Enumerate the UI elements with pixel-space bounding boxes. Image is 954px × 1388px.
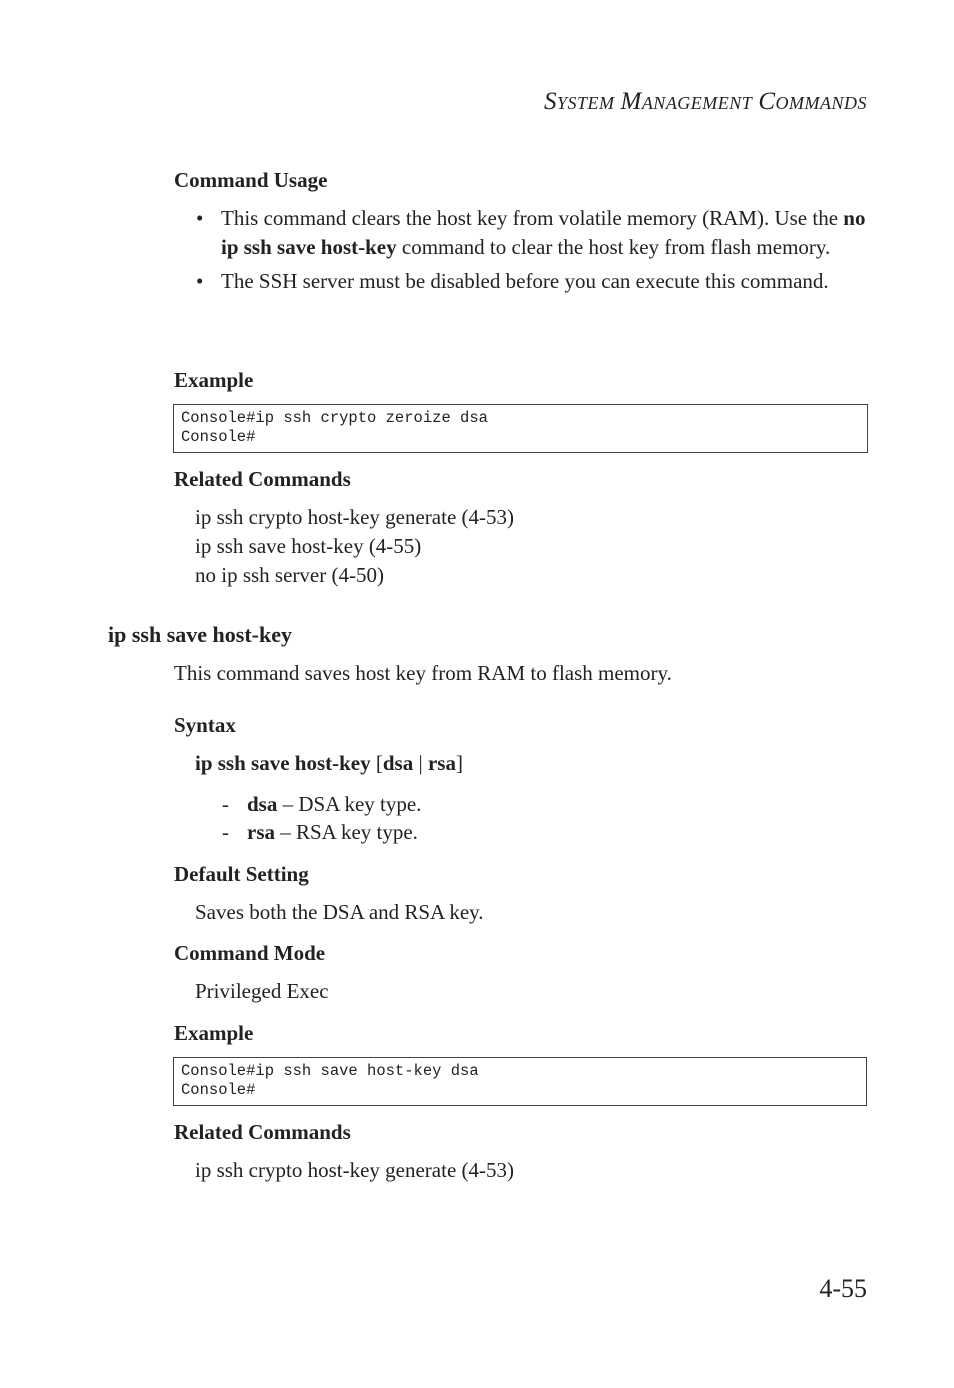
usage-bullet [196,204,876,262]
page-number: 4-55 [819,1274,867,1303]
default-setting-text: Saves both the DSA and RSA key. [195,900,484,924]
section-title: ip ssh save host-key [108,622,292,647]
code-example [173,1057,867,1106]
parameter-list [222,790,421,846]
code-line: Console# [181,1081,256,1099]
command-mode-heading: Command Mode [174,941,326,965]
syntax-command: ip ssh save host-key [195,751,371,775]
default-setting-heading: Default Setting [174,862,309,886]
example-heading: Example [174,368,254,392]
parameter-name: rsa [247,820,275,844]
bullet-text: This command clears the host key from volatile memory (RAM). Use the no ip ssh save host-key command to clear the host key from flash memory. [221,206,866,259]
related-command: ip ssh crypto host-key generate (4-53) [195,1158,514,1182]
section-description: This command saves host key from RAM to flash memory. [174,661,672,685]
inline-command: no ip ssh save host-key [221,206,866,259]
related-command: ip ssh save host-key (4-55) [195,534,422,558]
related-commands-heading: Related Commands [174,467,351,491]
code-line: Console# [181,428,256,446]
usage-bullet-list [196,204,876,301]
syntax-heading: Syntax [174,713,236,737]
related-command: no ip ssh server (4-50) [195,563,384,587]
related-commands-heading: Related Commands [174,1120,351,1144]
related-commands-list [195,1156,514,1185]
related-commands-list [195,503,514,590]
related-command: ip ssh crypto host-key generate (4-53) [195,505,514,529]
command-mode-text: Privileged Exec [195,979,329,1003]
parameter-item: - rsa – RSA key type. [222,820,418,844]
code-line: Console#ip ssh save host-key dsa [181,1062,479,1080]
running-header: SYSTEM MANAGEMENT COMMANDS [543,88,867,115]
syntax-line: ip ssh save host-key [dsa | rsa] [195,751,463,775]
bullet-mark: • [196,269,204,293]
bullet-text: The SSH server must be disabled before you can execute this command. [221,269,829,293]
code-example [173,404,868,453]
command-usage-heading: Command Usage [174,168,328,192]
bullet-mark: • [196,206,204,230]
example-heading: Example [174,1021,254,1045]
parameter-item: - dsa – DSA key type. [222,792,422,816]
parameter-name: dsa [247,792,278,816]
code-line: Console#ip ssh crypto zeroize dsa [181,409,488,427]
usage-bullet [196,267,876,296]
